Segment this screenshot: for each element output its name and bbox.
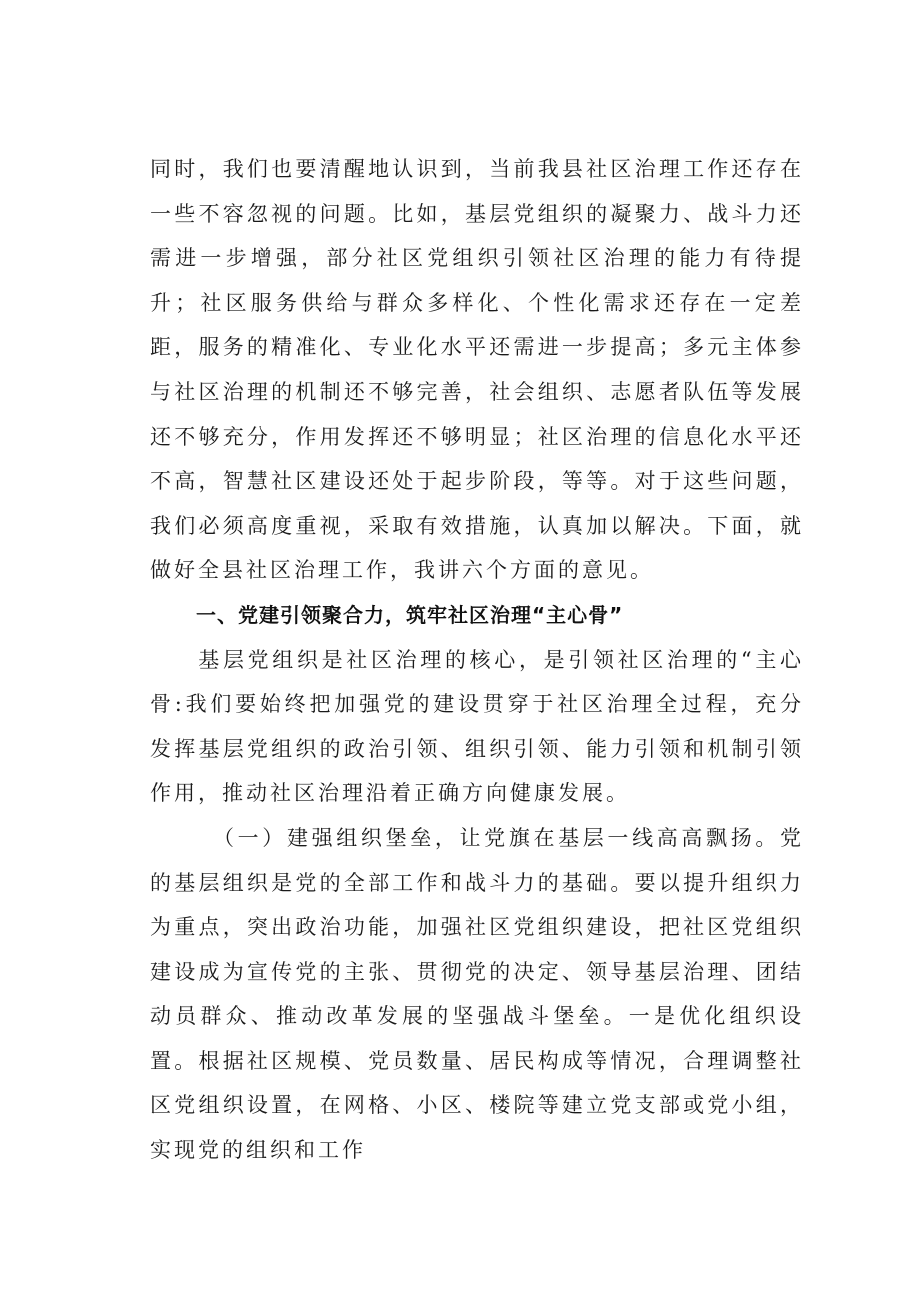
paragraph-core: 基层党组织是社区治理的核心，是引领社区治理的“主心骨:我们要始终把加强党的建设贯穿于社区治理全过程，充分发挥基层党组织的政治引领、组织引领、能力引领和机制引领作用，推动社区治理沿着正确方向健康发展。 (150, 647, 804, 806)
paragraph-subsection-1: （一）建强组织堡垒，让党旗在基层一线高高飘扬。党的基层组织是党的全部工作和战斗力的基础。要以提升组织力为重点，突出政治功能，加强社区党组织建设，把社区党组织建设成为宣传党的主张、贯彻党的决定、领导基层治理、团结动员群众、推动改革发展的坚强战斗堡垒。一是优化组织设置。根据社区规模、党员数量、居民构成等情况，合理调整社区党组织设置，在网格、小区、楼院等建立党支部或党小组，实现党的组织和工作 (150, 825, 804, 1163)
paragraph-intro: 同时，我们也要清醒地认识到，当前我县社区治理工作还存在一些不容忽视的问题。比如，基层党组织的凝聚力、战斗力还需进一步增强，部分社区党组织引领社区治理的能力有待提升；社区服务供给与群众多样化、个性化需求还存在一定差距，服务的精准化、专业化水平还需进一步提高；多元主体参与社区治理的机制还不够完善，社会组织、志愿者队伍等发展还不够充分，作用发挥还不够明显；社区治理的信息化水平还不高，智慧社区建设还处于起步阶段，等等。对于这些问题，我们必须高度重视，采取有效措施，认真加以解决。下面，就做好全县社区治理工作，我讲六个方面的意见。 (150, 157, 804, 583)
document-body (150, 147, 804, 1173)
section-heading: 一、党建引领聚合力，筑牢社区治理“主心骨” (196, 602, 624, 627)
